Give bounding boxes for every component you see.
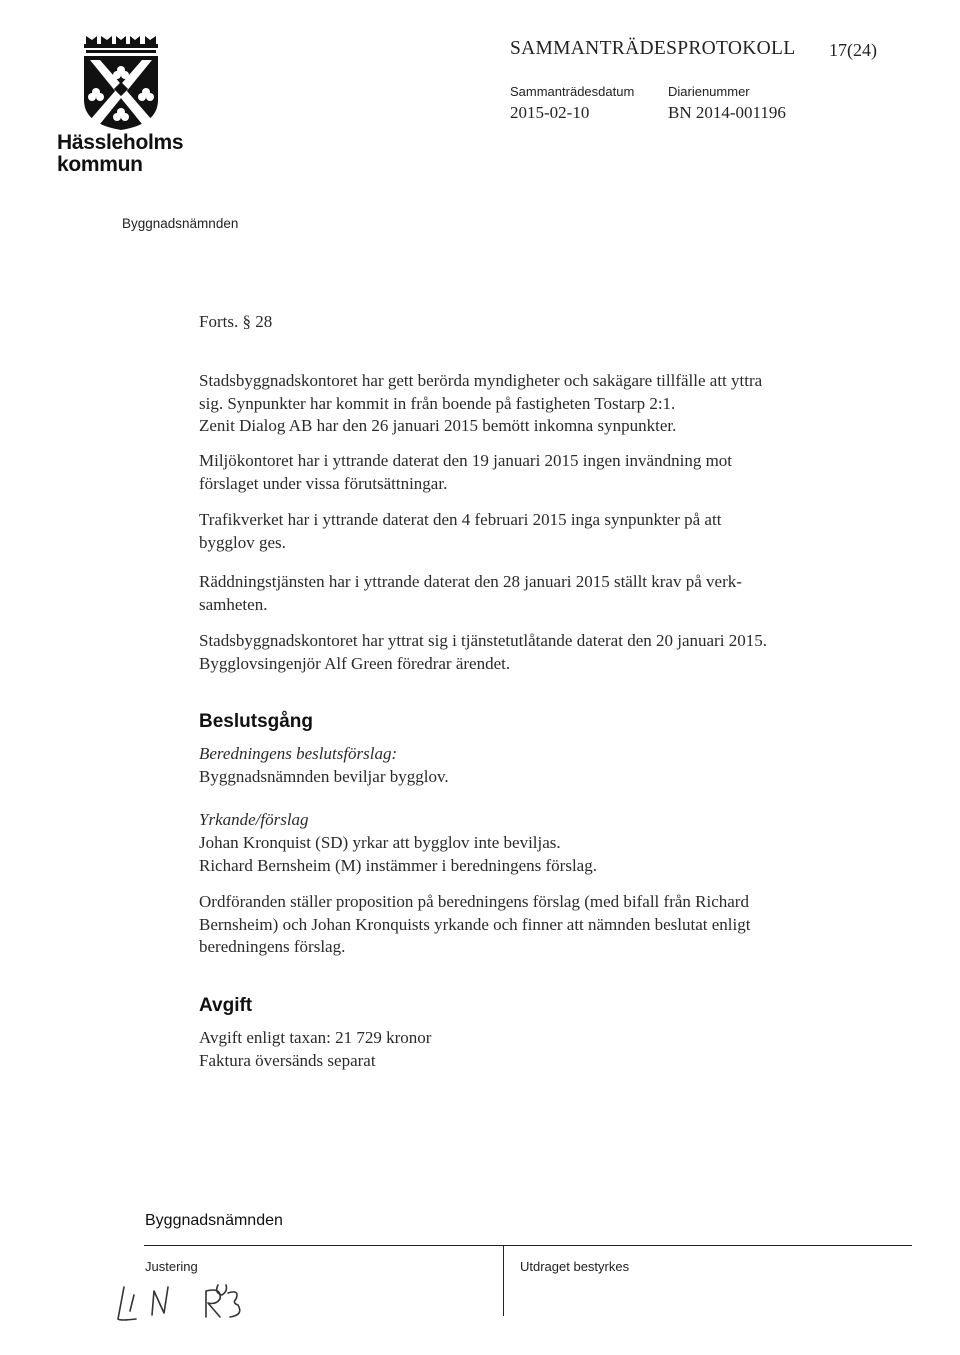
paragraph-4 [199, 571, 839, 616]
proposal-label: Beredningens beslutsförslag: [199, 744, 398, 763]
paragraph-3 [199, 509, 839, 554]
document-title: SAMMANTRÄDESPROTOKOLL [510, 38, 796, 59]
handwritten-initials [110, 1275, 270, 1335]
text-line: förslaget under vissa förutsättningar. [199, 473, 448, 493]
justering-label: Justering [145, 1259, 198, 1274]
diary-number-label: Diarienummer [668, 84, 750, 99]
paragraph-5 [199, 630, 839, 675]
department-name: Byggnadsnämnden [122, 216, 239, 231]
beslutsgang-heading: Beslutsgång [199, 711, 314, 732]
motion-item: Johan Kronquist (SD) yrkar att bygglov inte beviljas. [199, 833, 561, 852]
paragraph-1 [199, 370, 839, 438]
coat-of-arms-logo [82, 34, 160, 130]
text-line: samheten. [199, 594, 268, 614]
meeting-date-label: Sammanträdesdatum [510, 84, 635, 99]
org-name-line2: kommun [57, 153, 143, 176]
motion-label: Yrkande/förslag [199, 810, 309, 829]
footer-committee: Byggnadsnämnden [145, 1212, 283, 1229]
text-line: Stadsbyggnadskontoret har yttrat sig i tjänstetutlåtande daterat den 20 januari 2015. [199, 631, 767, 650]
text-line: Räddningstjänsten har i yttrande daterat den 28 januari 2015 ställt krav på verk- [199, 572, 742, 591]
text-line: Ordföranden ställer proposition på beredningens förslag (med bifall från Richard [199, 892, 749, 911]
page-number: 17(24) [829, 40, 877, 60]
text-line: Bernsheim) och Johan Kronquists yrkande och finner att nämnden beslutat enligt [199, 914, 751, 934]
proposal-text: Byggnadsnämnden beviljar bygglov. [199, 767, 449, 786]
decision-paragraph [199, 891, 839, 959]
footer-column-divider [503, 1246, 504, 1316]
text-line: Trafikverket har i yttrande daterat den 4 februari 2015 inga synpunkter på att [199, 510, 722, 529]
footer-divider [144, 1245, 912, 1246]
text-line: Stadsbyggnadskontoret har gett berörda myndigheter och sakägare tillfälle att yttra [199, 371, 763, 390]
text-line: Miljökontoret har i yttrande daterat den 19 januari 2015 ingen invändning mot [199, 451, 733, 470]
motions-list [199, 832, 839, 877]
text-line: Bygglovsingenjör Alf Green föredrar ärendet. [199, 653, 511, 673]
avgift-heading: Avgift [199, 995, 253, 1016]
paragraph-2 [199, 450, 839, 495]
avgift-text [199, 1027, 839, 1072]
diary-number-value: BN 2014-001196 [668, 103, 786, 122]
org-name-line1: Hässleholms [57, 131, 184, 154]
text-line: Zenit Dialog AB har den 26 januari 2015 bemött inkomna synpunkter. [199, 416, 677, 435]
meeting-date-value: 2015-02-10 [510, 103, 590, 122]
extract-certified-label: Utdraget bestyrkes [520, 1259, 630, 1274]
motion-item: Richard Bernsheim (M) instämmer i beredningens förslag. [199, 855, 597, 875]
text-line: sig. Synpunkter har kommit in från boende på fastigheten Tostarp 2:1. [199, 393, 676, 413]
text-line: Avgift enligt taxan: 21 729 kronor [199, 1028, 432, 1047]
section-reference: Forts. § 28 [199, 312, 273, 331]
text-line: beredningens förslag. [199, 937, 346, 956]
text-line: bygglov ges. [199, 532, 286, 552]
text-line: Faktura översänds separat [199, 1050, 376, 1070]
